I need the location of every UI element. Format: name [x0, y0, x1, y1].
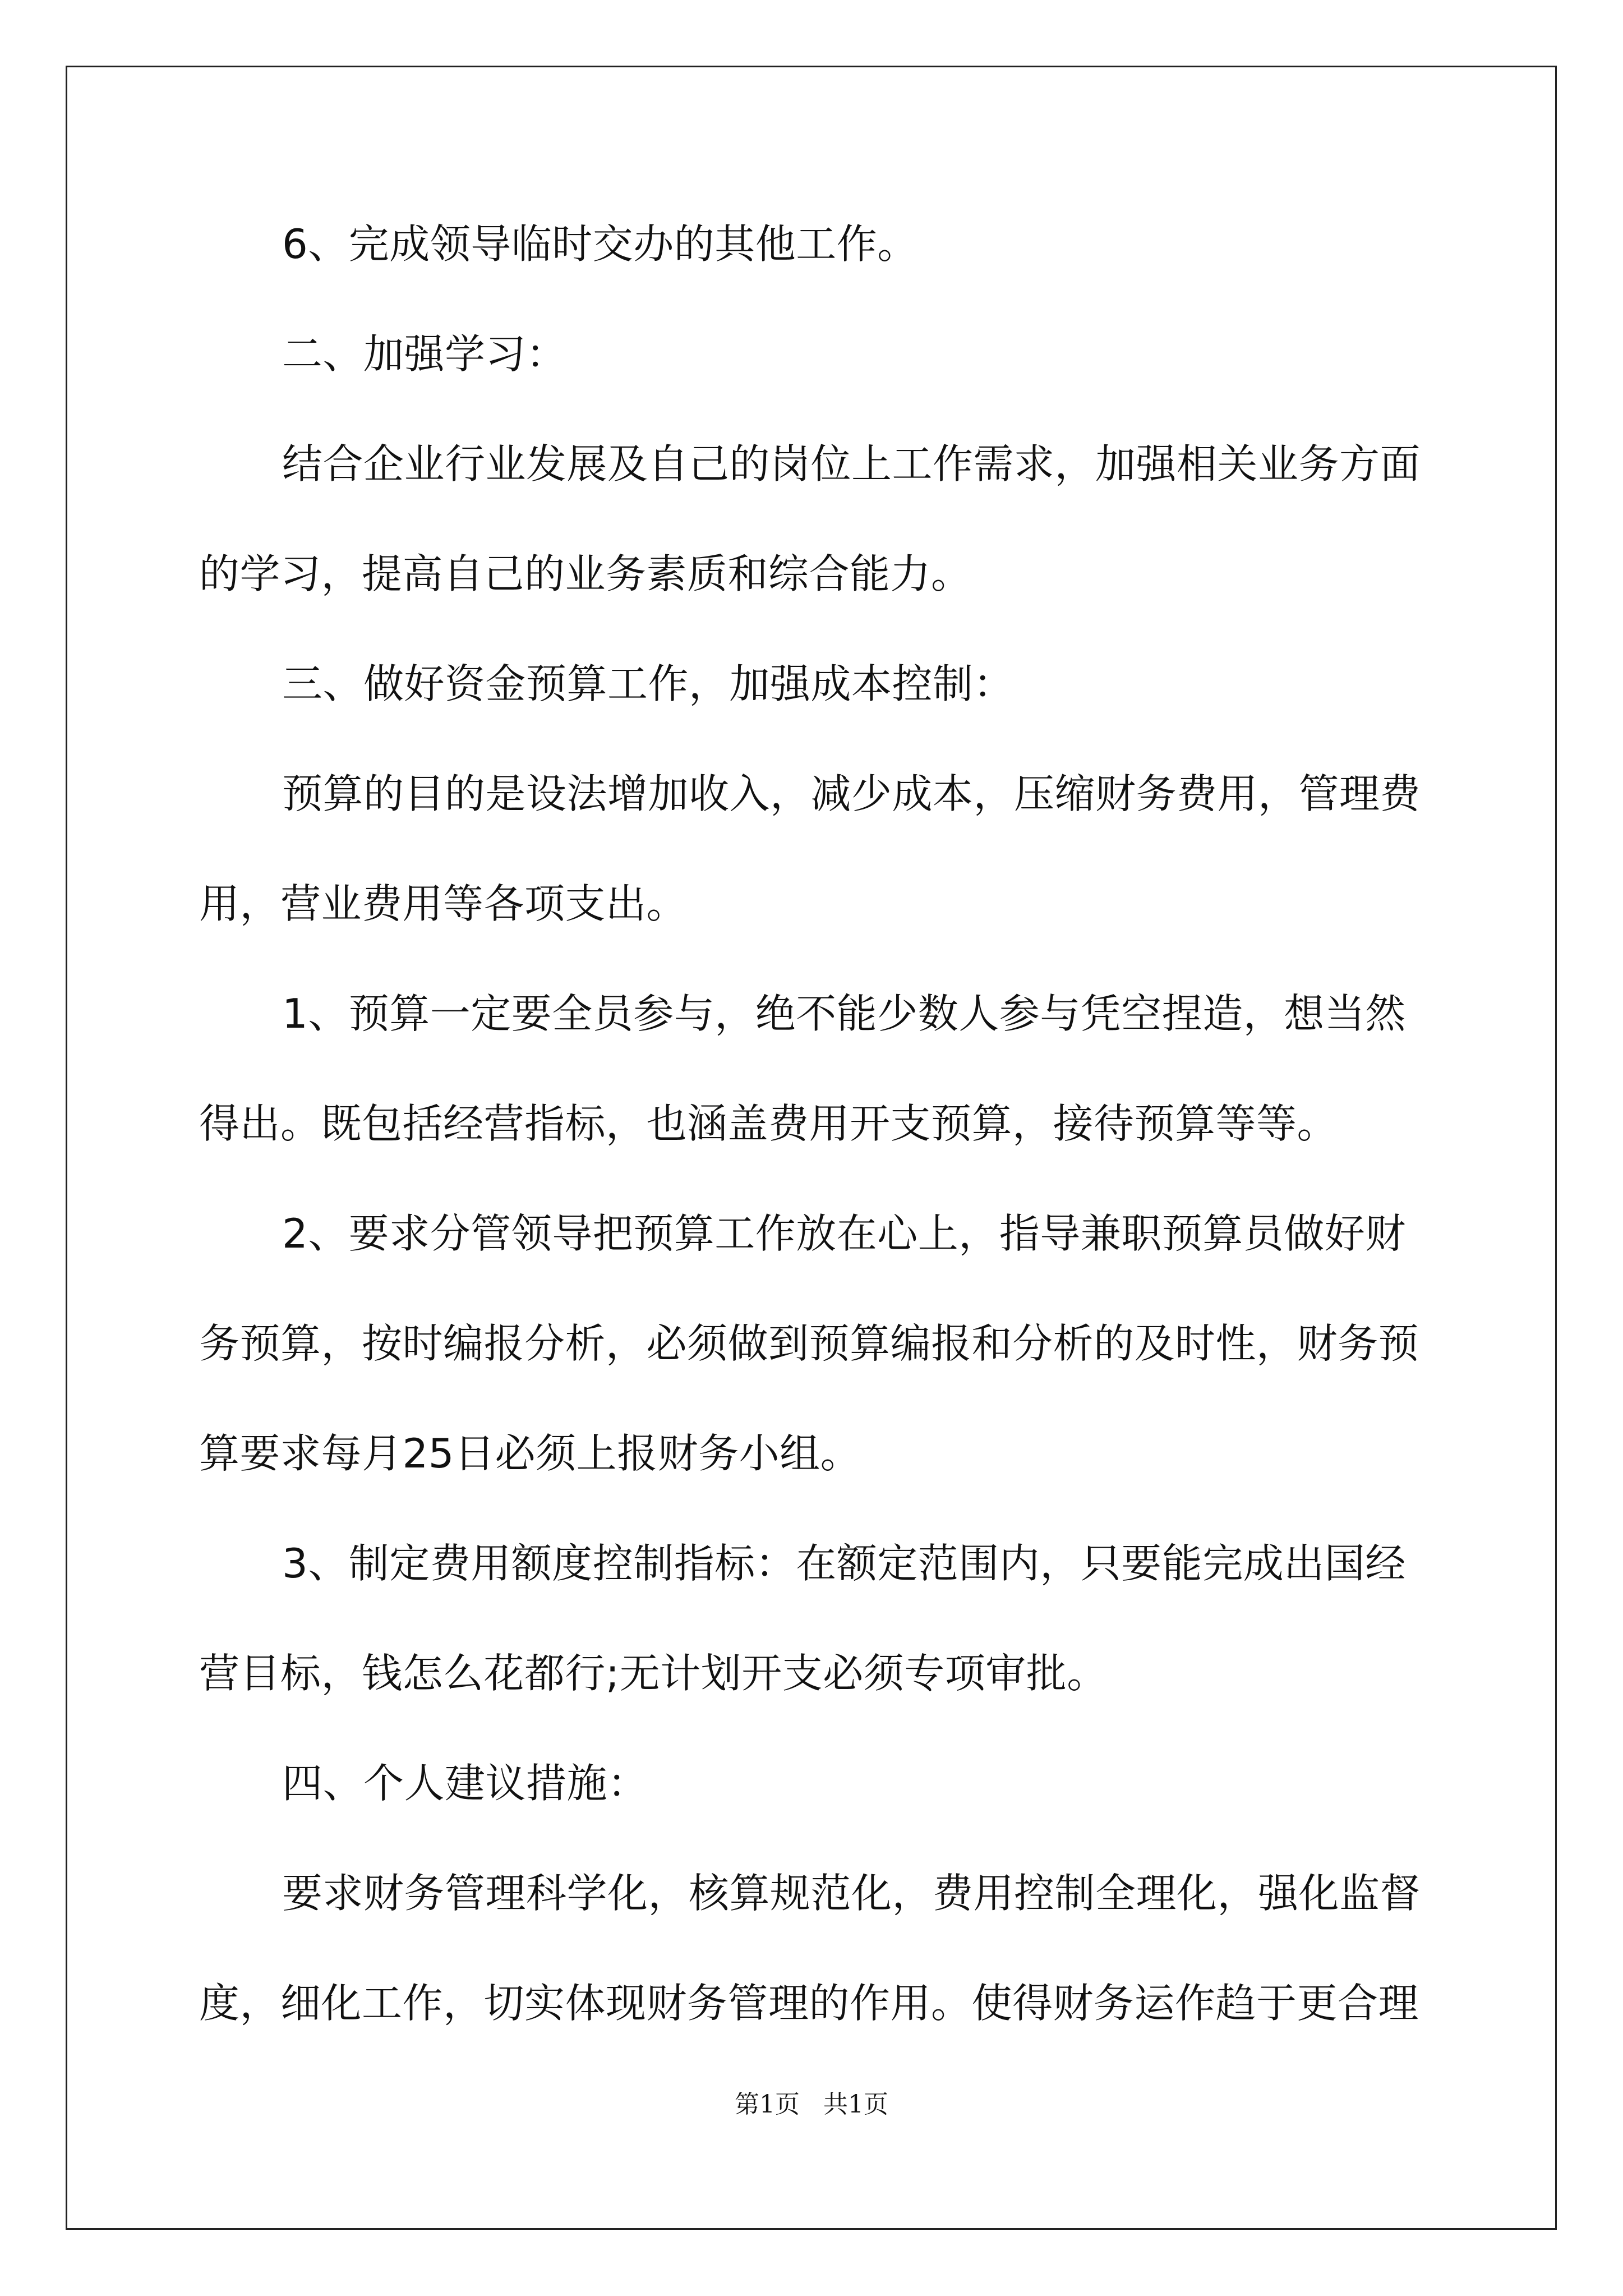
paragraph-4: 三、做好资金预算工作，加强成本控制： [282, 660, 1015, 707]
document-body [199, 222, 1422, 2058]
paragraph-9: 四、个人建议措施： [282, 1760, 648, 1807]
paragraph-8: 3、制定费用额度控制指标：在额定范围内，只要能完成出国经营目标，钱怎么花都行;无计划开支必须专项审批。 [199, 1540, 1406, 1697]
total-pages: 共1页 [823, 2090, 888, 2119]
page-number: 第1页 [735, 2090, 800, 2119]
paragraph-1: 6、完成领导临时交办的其他工作。 [282, 220, 918, 268]
paragraph-5: 预算的目的是设法增加收入，减少成本，压缩财务费用，管理费用，营业费用等各项支出。 [199, 770, 1421, 927]
paragraph-2: 二、加强学习： [282, 330, 567, 378]
paragraph-3: 结合企业行业发展及自己的岗位上工作需求，加强相关业务方面的学习，提高自己的业务素质和综合能力。 [199, 440, 1421, 597]
paragraph-6: 1、预算一定要全员参与，绝不能少数人参与凭空捏造，想当然得出。既包括经营指标，也涵盖费用开支预算，接待预算等等。 [199, 990, 1406, 1147]
paragraph-10: 要求财务管理科学化，核算规范化，费用控制全理化，强化监督度，细化工作，切实体现财务管理的作用。使得财务运作趋于更合理 [199, 1870, 1421, 2027]
paragraph-7: 2、要求分管领导把预算工作放在心上，指导兼职预算员做好财务预算，按时编报分析，必须做到预算编报和分析的及时性，财务预算要求每月25日必须上报财务小组。 [199, 1210, 1419, 1477]
page-footer [0, 2084, 1623, 2120]
